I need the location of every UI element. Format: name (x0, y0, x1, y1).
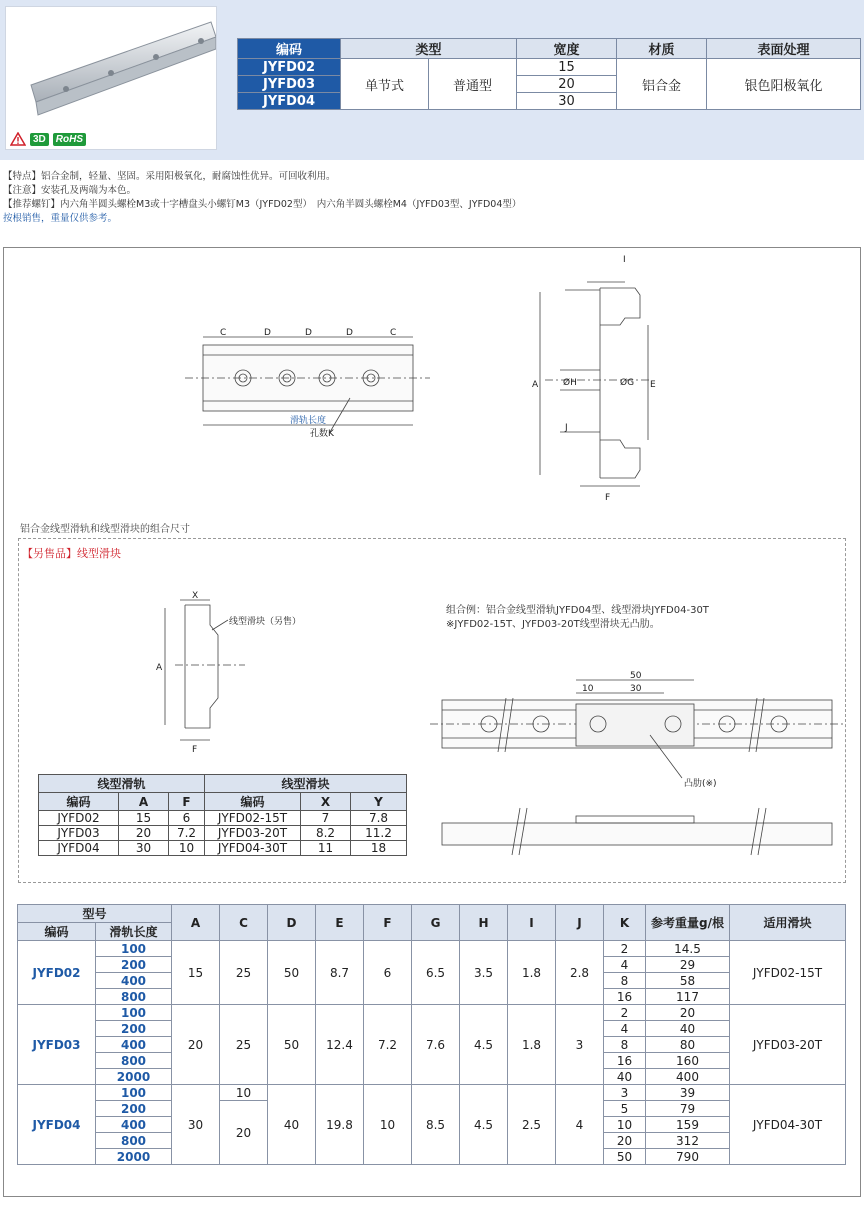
val-d: 50 (268, 941, 316, 1005)
spec-header: 材质 (617, 39, 707, 59)
3d-badge: 3D (30, 133, 49, 146)
rail-length: 400 (96, 973, 172, 989)
val-k: 2 (604, 1005, 646, 1021)
val-h: 4.5 (460, 1085, 508, 1165)
mini-cell: 7.2 (169, 826, 205, 841)
main-header: 型号 (18, 905, 172, 923)
mini-cell: 11.2 (351, 826, 407, 841)
dim-j: J (565, 423, 568, 433)
spec-header: 编码 (238, 39, 341, 59)
mini-cell: 20 (119, 826, 169, 841)
val-weight: 400 (646, 1069, 730, 1085)
rail-length: 400 (96, 1117, 172, 1133)
mini-col: F (169, 793, 205, 811)
rail-length: 800 (96, 1133, 172, 1149)
val-k: 8 (604, 973, 646, 989)
mini-cell: 18 (351, 841, 407, 856)
val-a: 20 (172, 1005, 220, 1085)
main-col: J (556, 905, 604, 941)
val-f: 6 (364, 941, 412, 1005)
val-weight: 160 (646, 1053, 730, 1069)
val-weight: 40 (646, 1021, 730, 1037)
dim-d: D (346, 328, 353, 338)
spec-width: 20 (517, 76, 617, 93)
hole-count-label: 孔数K (310, 429, 334, 439)
rail-length: 100 (96, 941, 172, 957)
mini-col: 编码 (205, 793, 301, 811)
val-c: 10 (220, 1085, 268, 1101)
val-k: 16 (604, 1053, 646, 1069)
mini-cell: 7 (301, 811, 351, 826)
val-d: 40 (268, 1085, 316, 1165)
val-e: 19.8 (316, 1085, 364, 1165)
val-k: 16 (604, 989, 646, 1005)
rail-length: 100 (96, 1085, 172, 1101)
mini-cell: 11 (301, 841, 351, 856)
val-c: 25 (220, 1005, 268, 1085)
mini-header: 线型滑轨 (39, 775, 205, 793)
main-col: H (460, 905, 508, 941)
main-col: I (508, 905, 556, 941)
mini-row (39, 811, 407, 826)
val-h: 3.5 (460, 941, 508, 1005)
main-header: 编码 (18, 923, 96, 941)
rail-length: 400 (96, 1037, 172, 1053)
dim-f: F (605, 493, 611, 503)
note-caution: 【注意】安装孔及两端为本色。 (3, 185, 137, 196)
model-code: JYFD03 (18, 1005, 96, 1085)
mini-col: Y (351, 793, 407, 811)
val-f: 7.2 (364, 1005, 412, 1085)
note-screw: 【推荐螺钉】内六角半圆头螺栓M3或十字槽盘头小螺钉M3（JYFD02型） 内六角半圆头螺栓M4（JYFD03型、JYFD04型） (3, 199, 522, 210)
val-k: 50 (604, 1149, 646, 1165)
spec-finish: 银色阳极氧化 (707, 59, 861, 110)
note-feature: 【特点】铝合金制，轻量、坚固。采用阳极氧化，耐腐蚀性优异。可回收利用。 (3, 171, 336, 182)
combo-note: ※JYFD02-15T、JYFD03-20T线型滑块无凸肋。 (446, 619, 660, 630)
rail-length: 2000 (96, 1149, 172, 1165)
rib-label: 凸肋(※) (684, 779, 717, 789)
combo-text (446, 604, 709, 632)
val-h: 4.5 (460, 1005, 508, 1085)
val-c: 25 (220, 941, 268, 1005)
dim-c: C (220, 328, 227, 338)
main-col: F (364, 905, 412, 941)
val-weight: 29 (646, 957, 730, 973)
val-weight: 312 (646, 1133, 730, 1149)
mini-cell: 6 (169, 811, 205, 826)
mini-col: X (301, 793, 351, 811)
mini-cell: 8.2 (301, 826, 351, 841)
spec-material: 铝合金 (617, 59, 707, 110)
dim-d: D (305, 328, 312, 338)
val-k: 4 (604, 1021, 646, 1037)
dim-10: 10 (582, 684, 594, 694)
mini-row (39, 826, 407, 841)
spec-header: 宽度 (517, 39, 617, 59)
val-j: 2.8 (556, 941, 604, 1005)
val-slider: JYFD03-20T (730, 1005, 846, 1085)
val-k: 5 (604, 1101, 646, 1117)
val-d: 50 (268, 1005, 316, 1085)
mini-table (38, 774, 407, 856)
rail-length-label: 滑轨长度 (290, 416, 327, 426)
val-g: 8.5 (412, 1085, 460, 1165)
rail-length: 800 (96, 989, 172, 1005)
rail-length: 200 (96, 1021, 172, 1037)
val-g: 6.5 (412, 941, 460, 1005)
table-row (18, 941, 846, 957)
spec-width: 15 (517, 59, 617, 76)
dim-i: I (623, 255, 626, 265)
main-col: A (172, 905, 220, 941)
rail-length: 100 (96, 1005, 172, 1021)
val-k: 20 (604, 1133, 646, 1149)
mini-cell: JYFD03-20T (205, 826, 301, 841)
val-weight: 79 (646, 1101, 730, 1117)
spec-code: JYFD02 (238, 59, 341, 76)
dim-c: C (390, 328, 397, 338)
rail-length: 2000 (96, 1069, 172, 1085)
spec-type: 普通型 (429, 59, 517, 110)
mini-cell: JYFD04 (39, 841, 119, 856)
val-weight: 20 (646, 1005, 730, 1021)
spec-header: 表面处理 (707, 39, 861, 59)
mini-cell: JYFD02 (39, 811, 119, 826)
table-row (18, 1085, 846, 1101)
mini-col: 编码 (39, 793, 119, 811)
val-slider: JYFD02-15T (730, 941, 846, 1005)
sold-separately: 【另售品】线型滑块 (22, 547, 121, 560)
val-k: 3 (604, 1085, 646, 1101)
val-j: 4 (556, 1085, 604, 1165)
val-e: 12.4 (316, 1005, 364, 1085)
val-i: 2.5 (508, 1085, 556, 1165)
spec-type: 单节式 (341, 59, 429, 110)
combo-example: 组合例：铝合金线型滑轨JYFD04型、线型滑块JYFD04-30T (446, 605, 709, 616)
mini-cell: JYFD04-30T (205, 841, 301, 856)
mini-col: A (119, 793, 169, 811)
main-col: C (220, 905, 268, 941)
combo-title: 铝合金线型滑轨和线型滑块的组合尺寸 (20, 524, 190, 535)
val-e: 8.7 (316, 941, 364, 1005)
rail-length: 200 (96, 957, 172, 973)
mini-cell: JYFD03 (39, 826, 119, 841)
val-k: 8 (604, 1037, 646, 1053)
val-weight: 58 (646, 973, 730, 989)
slider-label: 线型滑块（另售） (229, 617, 302, 627)
val-slider: JYFD04-30T (730, 1085, 846, 1165)
rail-length: 800 (96, 1053, 172, 1069)
mini-cell: 30 (119, 841, 169, 856)
dim-50: 50 (630, 671, 642, 681)
val-weight: 159 (646, 1117, 730, 1133)
main-table (17, 904, 846, 1165)
val-weight: 14.5 (646, 941, 730, 957)
main-header: 滑轨长度 (96, 923, 172, 941)
model-code: JYFD02 (18, 941, 96, 1005)
val-k: 40 (604, 1069, 646, 1085)
dim-a: A (156, 663, 163, 673)
main-col: E (316, 905, 364, 941)
main-col: 参考重量g/根 (646, 905, 730, 941)
val-weight: 790 (646, 1149, 730, 1165)
spec-code: JYFD03 (238, 76, 341, 93)
mini-cell: 15 (119, 811, 169, 826)
mini-cell: JYFD02-15T (205, 811, 301, 826)
dim-g: ØG (620, 378, 635, 388)
val-weight: 80 (646, 1037, 730, 1053)
dim-30: 30 (630, 684, 642, 694)
mini-cell: 10 (169, 841, 205, 856)
note-sale: 按根销售，重量仅供参考。 (3, 213, 118, 224)
spec-header: 类型 (341, 39, 517, 59)
val-c: 20 (220, 1101, 268, 1165)
val-i: 1.8 (508, 1005, 556, 1085)
dim-h: ØH (563, 378, 577, 388)
dim-d: D (264, 328, 271, 338)
mini-cell: 7.8 (351, 811, 407, 826)
main-col: 适用滑块 (730, 905, 846, 941)
val-g: 7.6 (412, 1005, 460, 1085)
table-row (18, 1005, 846, 1021)
val-i: 1.8 (508, 941, 556, 1005)
val-a: 30 (172, 1085, 220, 1165)
mini-row (39, 841, 407, 856)
val-weight: 39 (646, 1085, 730, 1101)
dim-x: X (192, 591, 199, 601)
dim-f: F (192, 745, 198, 755)
rail-length: 200 (96, 1101, 172, 1117)
main-col: K (604, 905, 646, 941)
val-j: 3 (556, 1005, 604, 1085)
model-code: JYFD04 (18, 1085, 96, 1165)
val-k: 4 (604, 957, 646, 973)
val-k: 10 (604, 1117, 646, 1133)
dim-a: A (532, 380, 539, 390)
mini-header: 线型滑块 (205, 775, 407, 793)
val-f: 10 (364, 1085, 412, 1165)
val-weight: 117 (646, 989, 730, 1005)
spec-code: JYFD04 (238, 93, 341, 110)
dim-e: E (650, 380, 656, 390)
main-col: G (412, 905, 460, 941)
val-k: 2 (604, 941, 646, 957)
spec-width: 30 (517, 93, 617, 110)
val-a: 15 (172, 941, 220, 1005)
rail-drawings (0, 0, 864, 520)
rohs-badge: RoHS (53, 133, 86, 146)
main-col: D (268, 905, 316, 941)
